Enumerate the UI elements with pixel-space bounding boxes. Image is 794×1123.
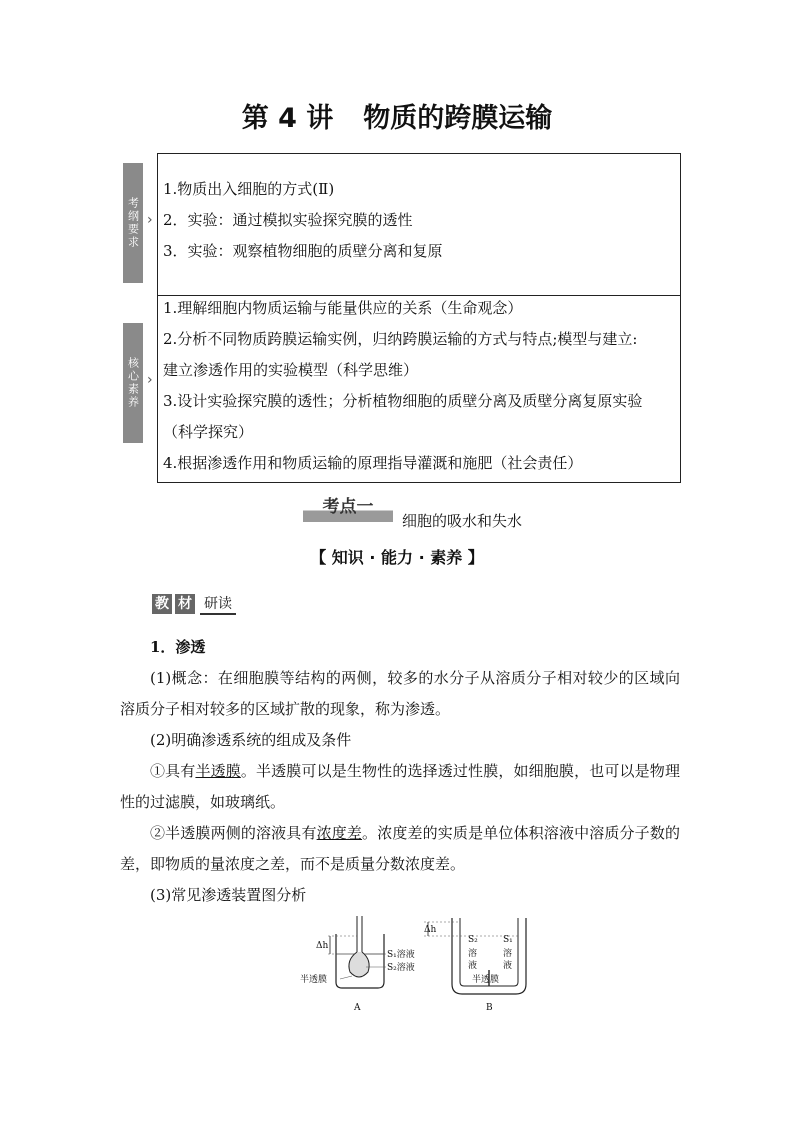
requirements-tag — [123, 163, 143, 283]
text-span: 。浓度差的实质是单位体积溶液中溶质分子数的差，即物质的量浓度之差，而不是质量分数浓度差。 — [120, 824, 680, 873]
membrane-pointer-a — [340, 976, 352, 979]
requirement-item: 1.物质出入细胞的方式(Ⅱ) — [163, 180, 335, 198]
textbook-badge-char: 材 — [175, 594, 195, 614]
paragraph-concept: (1)概念：在细胞膜等结构的两侧，较多的水分子从溶质分子相对较少的区域向溶质分子相对较多的区域扩散的现象，称为渗透。 — [120, 669, 680, 718]
figure-text: Δh — [316, 941, 329, 951]
text-span: ①具有 — [150, 762, 196, 780]
literacy-item: 3.设计实验探究膜的透性；分析植物细胞的质壁分离及质壁分离复原实验 — [163, 392, 643, 410]
figure-text: S₁ — [503, 935, 513, 945]
literacy-item: 建立渗透作用的实验模型（科学思维） — [163, 361, 419, 379]
keyword-concentration-difference: 浓度差 — [316, 824, 363, 842]
section-label: 【 知识 · 能力 · 素养 】 — [310, 548, 484, 567]
textbook-badge-char: 教 — [152, 594, 172, 614]
literacy-tag-text: 核心素养 — [126, 357, 140, 409]
device-a — [300, 916, 415, 1013]
lecture-number: 第 4 讲 — [241, 103, 334, 134]
page-title — [0, 96, 794, 135]
paragraph-device-analysis: (3)常见渗透装置图分析 — [150, 886, 307, 904]
requirement-item: 2．实验：通过模拟实验探究膜的透性 — [163, 211, 413, 229]
paragraph-condition-2 — [120, 818, 680, 880]
figure-text: Δh — [424, 925, 437, 935]
figure-text: 半透膜 — [300, 975, 328, 985]
chevron-right-icon: › — [147, 212, 153, 228]
text-span: ②半透膜两侧的溶液具有 — [150, 824, 317, 842]
requirements-tag-text: 考纲要求 — [126, 197, 140, 249]
textbook-badge-read: 研读 — [200, 593, 236, 615]
figure-text: S₂ — [468, 935, 478, 945]
requirement-item: 3．实验：观察植物细胞的质壁分离和复原 — [163, 242, 443, 260]
textbook-badge — [152, 593, 236, 615]
osmosis-figure — [300, 912, 540, 1016]
figure-label-b: B — [486, 1003, 493, 1013]
kaodian-title: 细胞的吸水和失水 — [402, 512, 523, 530]
lecture-name: 物质的跨膜运输 — [363, 103, 553, 134]
literacy-item: 2.分析不同物质跨膜运输实例，归纳跨膜运输的方式与特点;模型与建立: — [163, 330, 638, 348]
requirements-list — [163, 174, 443, 267]
figure-label-a: A — [354, 1003, 361, 1013]
content-heading: 1．渗透 — [150, 638, 206, 656]
figure-text: S₁溶液 — [387, 950, 415, 960]
figure-text: 液 — [503, 961, 513, 971]
literacy-item: 4.根据渗透作用和物质运输的原理指导灌溉和施肥（社会责任） — [163, 454, 583, 472]
figure-text: S₂溶液 — [387, 963, 415, 973]
device-b — [424, 918, 526, 1013]
funnel-a — [349, 952, 369, 977]
literacy-list — [163, 293, 642, 479]
literacy-item: （科学探究） — [163, 423, 254, 441]
paragraph-system: (2)明确渗透系统的组成及条件 — [150, 731, 352, 749]
keyword-semipermeable: 半透膜 — [195, 762, 241, 780]
kaodian-badge: 考点一 — [303, 496, 393, 522]
literacy-tag — [123, 323, 143, 443]
figure-text: 溶 — [503, 949, 513, 959]
osmosis-diagram — [300, 912, 540, 1016]
figure-text: 半透膜 — [472, 975, 500, 985]
figure-text: 溶 — [468, 949, 478, 959]
text-span: 。半透膜可以是生物性的选择透过性膜，如细胞膜，也可以是物理性的过滤膜，如玻璃纸。 — [120, 762, 680, 811]
chevron-right-icon: › — [147, 372, 153, 388]
literacy-item: 1.理解细胞内物质运输与能量供应的关系（生命观念） — [163, 299, 523, 317]
paragraph-condition-1 — [120, 756, 680, 818]
main-content — [120, 632, 680, 911]
figure-text: 液 — [468, 961, 478, 971]
